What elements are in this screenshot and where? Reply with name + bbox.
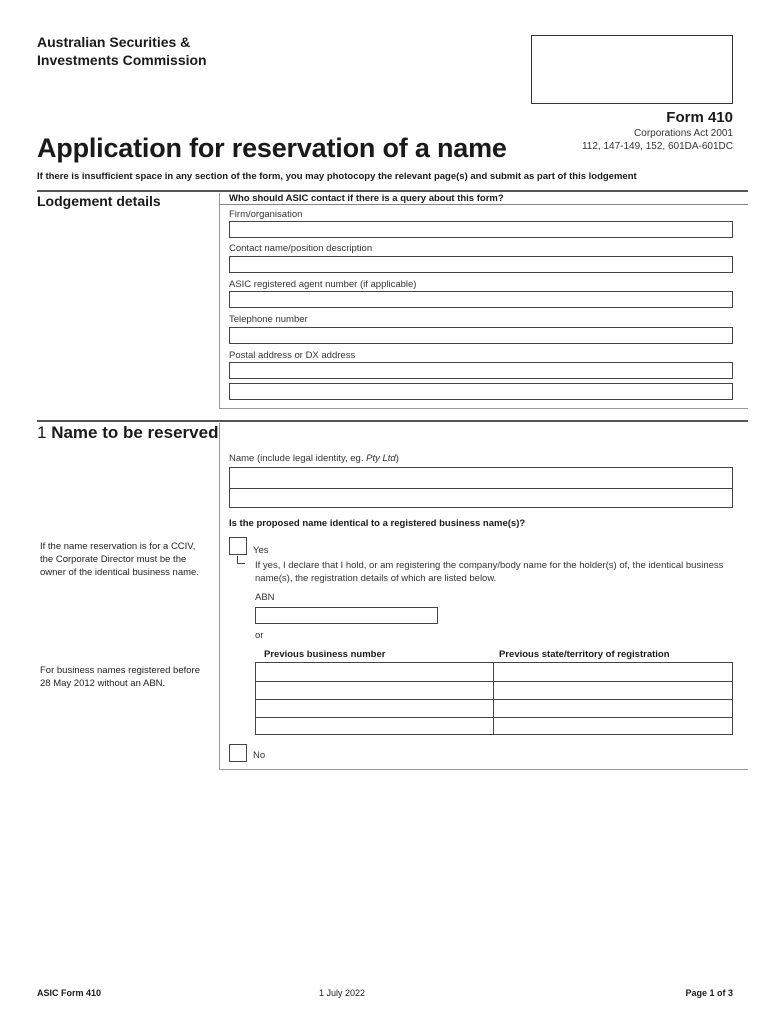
reserved-name-input[interactable]: [229, 467, 733, 508]
form-number: Form 410: [666, 109, 733, 126]
postal-address-label: Postal address or DX address: [229, 350, 356, 361]
org-name-line1: Australian Securities &: [37, 34, 191, 50]
office-use-box: [531, 35, 733, 104]
table-row-divider: [256, 699, 732, 700]
footer-form-name: ASIC Form 410: [37, 988, 102, 998]
reserved-name-label-prefix: Name (include legal identity, eg.: [229, 453, 367, 464]
col-state-territory: Previous state/territory of registration: [499, 649, 670, 660]
asic-org-name: [37, 33, 297, 69]
reserved-name-divider: [230, 488, 732, 489]
col-business-number: Previous business number: [264, 649, 386, 660]
legislation-reference: [582, 127, 733, 153]
agent-number-label: ASIC registered agent number (if applicable): [229, 279, 417, 290]
footer-date: 1 July 2022: [319, 988, 366, 998]
cciv-side-note: If the name reservation is for a CCIV, the Corporate Director must be the owner of the identical business name.: [40, 541, 199, 578]
no-label: No: [253, 750, 266, 761]
reserved-name-label-suffix: ): [395, 453, 399, 464]
agent-number-input[interactable]: [229, 291, 733, 308]
lodgement-question: Who should ASIC contact if there is a query about this form?: [229, 193, 504, 204]
yes-label: Yes: [253, 545, 269, 556]
table-row-divider: [256, 717, 732, 718]
contact-input[interactable]: [229, 256, 733, 273]
section1-top-rule: [37, 420, 748, 422]
telephone-input[interactable]: [229, 327, 733, 344]
pre-2012-side-note: For business names registered before 28 May 2012 without an ABN.: [40, 665, 200, 689]
table-row-divider: [256, 681, 732, 682]
yes-declaration: If yes, I declare that I hold, or am registering the company/body name for the holder(s) of, the identical business name(s), the registration details of which are listed below.: [255, 560, 724, 584]
page-title: Application for reservation of a name: [37, 133, 507, 163]
arrow-icon: [237, 556, 245, 564]
firm-input[interactable]: [229, 221, 733, 238]
photocopy-note: If there is insufficient space in any section of the form, you may photocopy the relevant page(s) and submit as part of this lodgement: [37, 171, 637, 182]
section1-heading: [37, 423, 218, 443]
reserved-name-label-example: Pty Ltd: [366, 453, 396, 464]
firm-label: Firm/organisation: [229, 209, 303, 220]
footer-page-number: Page 1 of 3: [685, 988, 733, 998]
section1-number: 1: [37, 423, 47, 442]
reserved-name-label: [229, 453, 399, 464]
postal-address-input-2[interactable]: [229, 383, 733, 400]
abn-label: ABN: [255, 592, 275, 603]
postal-address-input-1[interactable]: [229, 362, 733, 379]
or-label: or: [255, 630, 264, 641]
previous-business-table: [255, 662, 733, 735]
identical-name-question: Is the proposed name identical to a registered business name(s)?: [229, 518, 526, 529]
act-sections: 112, 147-149, 152, 601DA-601DC: [581, 141, 733, 152]
org-name-line2: Investments Commission: [37, 52, 207, 68]
lodgement-heading: Lodgement details: [37, 193, 161, 209]
telephone-label: Telephone number: [229, 314, 308, 325]
lodgement-top-rule: [37, 190, 748, 192]
lodgement-question-rule: [219, 204, 748, 205]
table-column-divider: [493, 663, 494, 734]
section1-title: Name to be reserved: [51, 423, 219, 442]
contact-label: Contact name/position description: [229, 243, 373, 254]
act-name: Corporations Act 2001: [634, 128, 733, 139]
yes-checkbox[interactable]: [229, 537, 247, 555]
abn-input[interactable]: [255, 607, 438, 624]
no-checkbox[interactable]: [229, 744, 247, 762]
